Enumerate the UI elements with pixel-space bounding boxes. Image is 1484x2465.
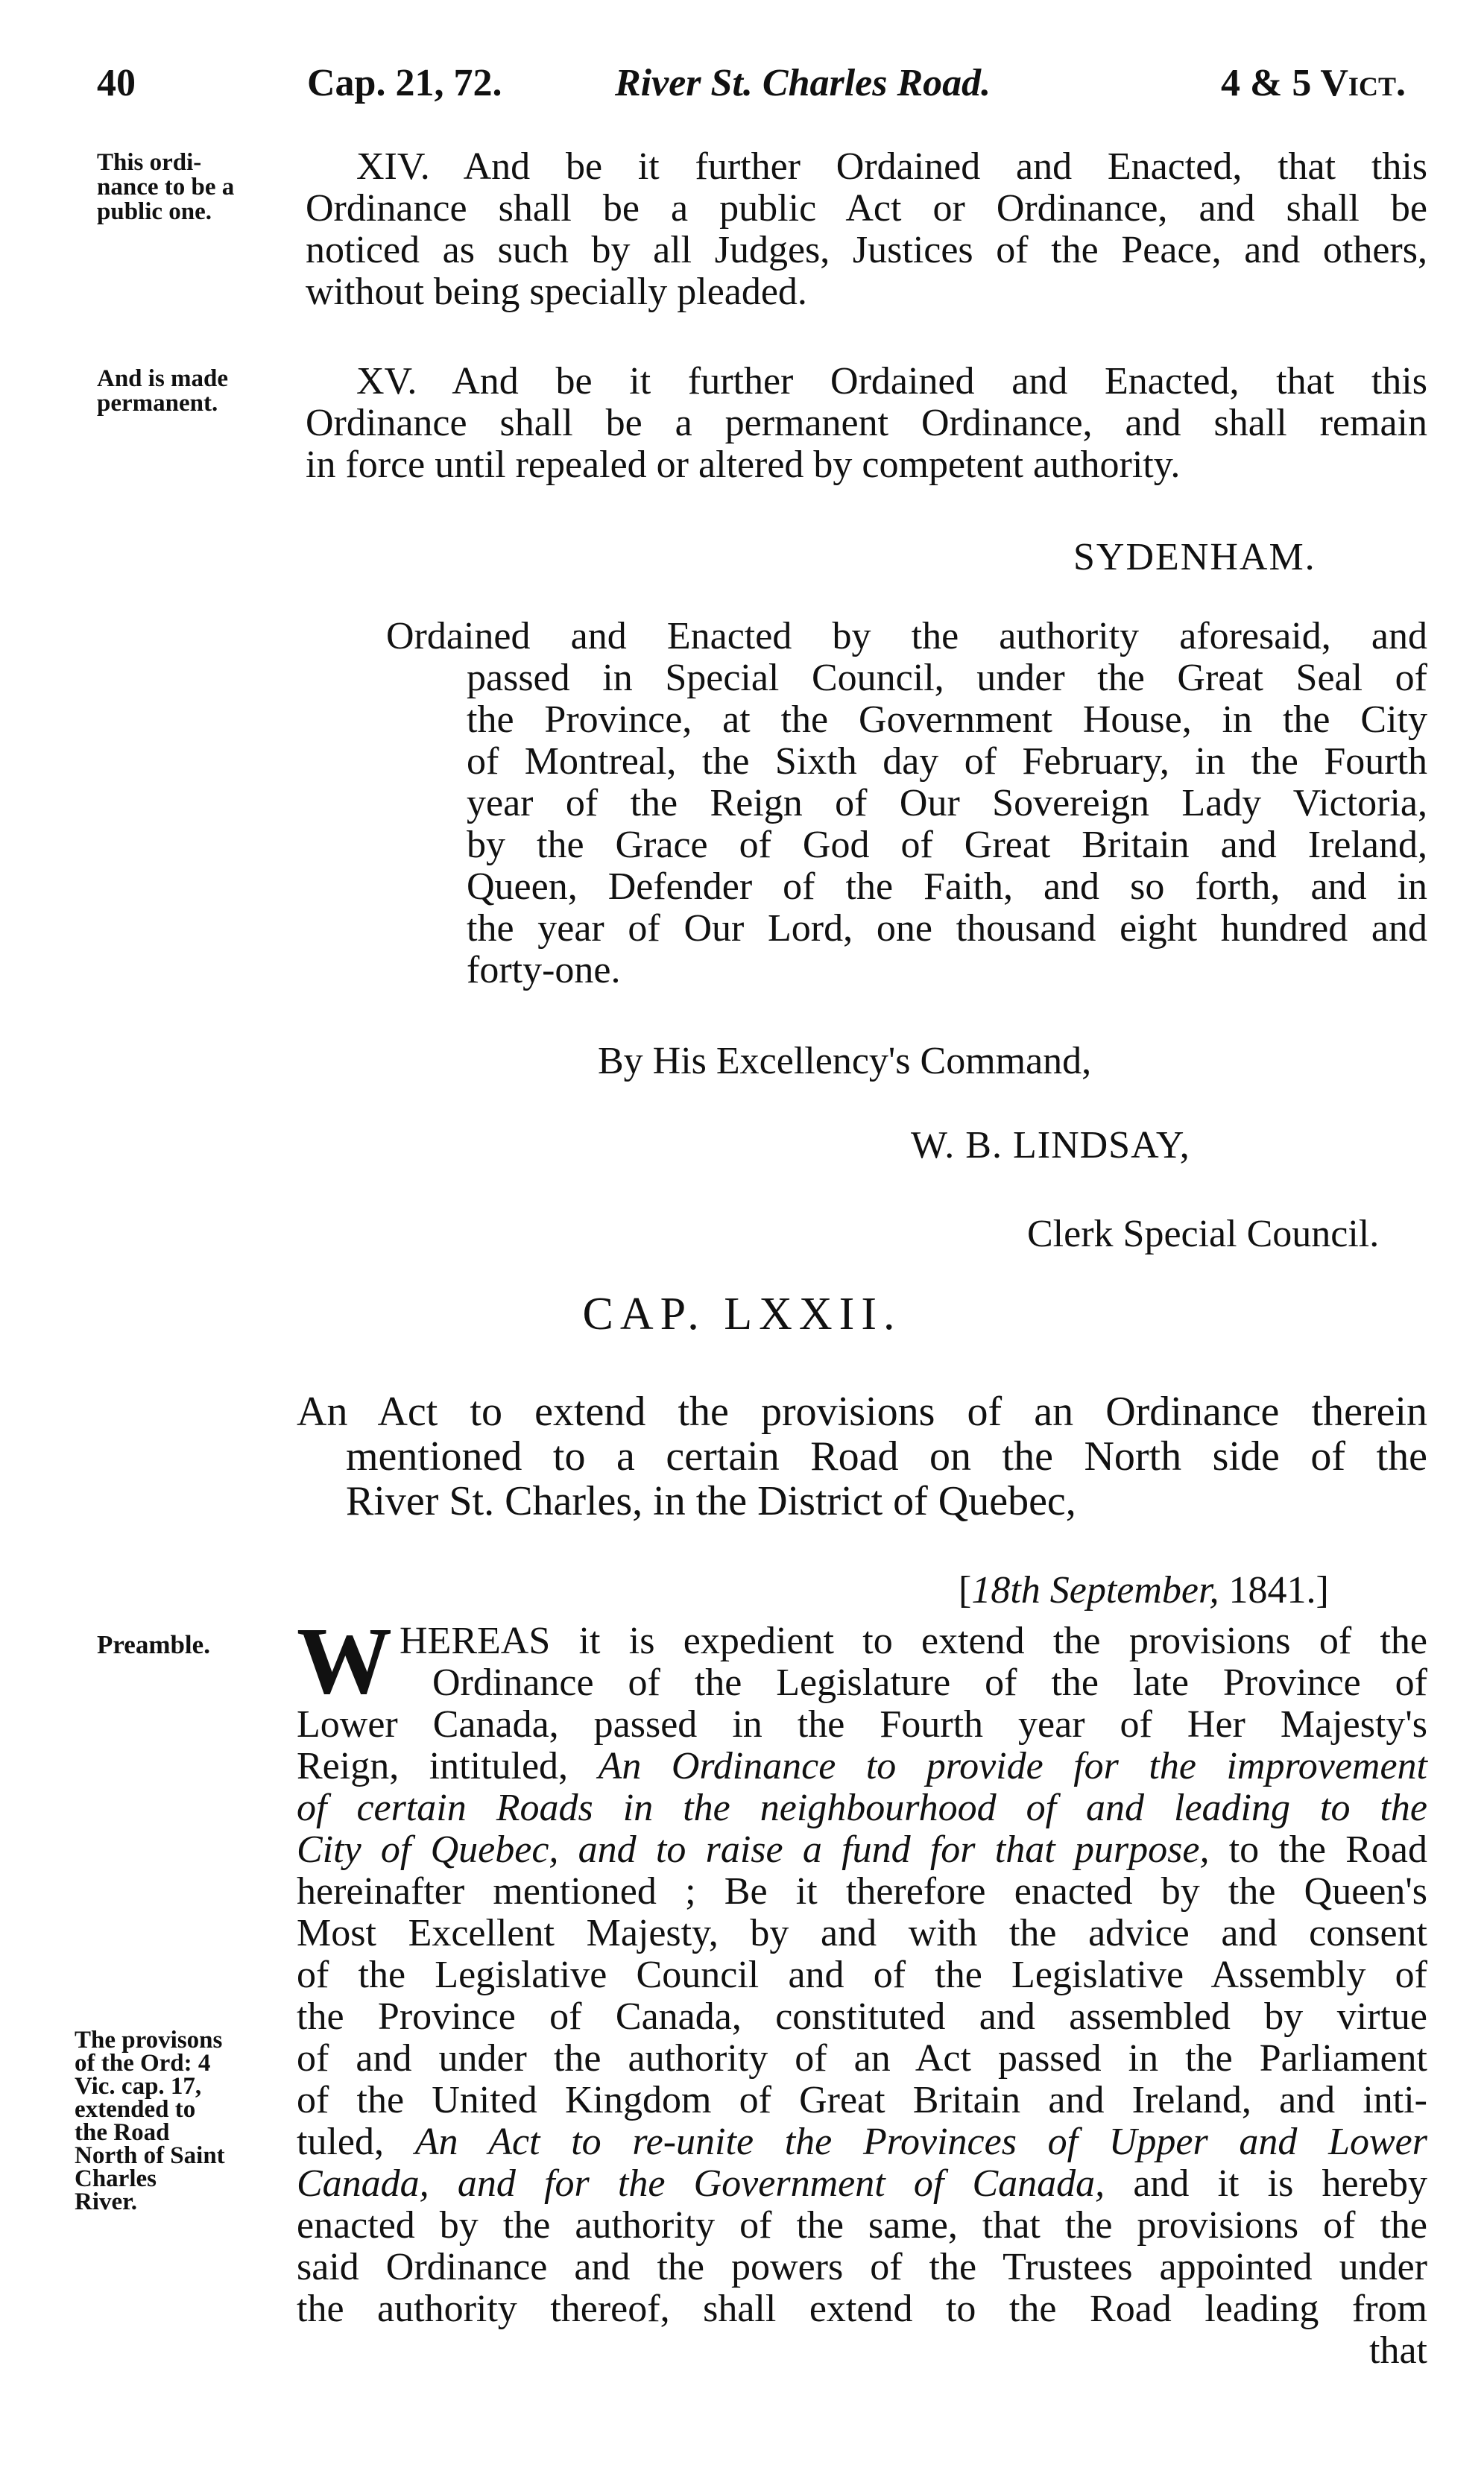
margin-note-line: North of Saint [75, 2142, 225, 2169]
preamble-line: said Ordinance and the powers of the Trustees appointed under [297, 2246, 1427, 2288]
chapter-reference: Cap. 21, 72. [307, 62, 502, 104]
preamble-line [297, 1787, 1427, 1829]
act-title [297, 1389, 1427, 1524]
margin-note-line: permanent. [97, 390, 218, 417]
ordained-enacted-block [386, 616, 1427, 991]
preamble-line: HEREAS it is expedient to extend the provisions of the [400, 1620, 1427, 1662]
act-title-line: An Act to extend the provisions of an Ordinance therein [297, 1389, 1427, 1435]
margin-note-line: Charles [75, 2165, 157, 2192]
preamble-line: enacted by the authority of the same, that the provisions of the [297, 2204, 1427, 2247]
margin-note-permanent [97, 367, 228, 416]
ordained-line: the year of Our Lord, one thousand eight hundred and [467, 907, 1427, 950]
section-line: Ordinance shall be a permanent Ordinance, and shall remain [306, 402, 1427, 444]
preamble-line: of the United Kingdom of Great Britain and Ireland, and inti- [297, 2079, 1427, 2121]
margin-note-line: nance to be a [97, 174, 235, 201]
running-title: River St. Charles Road. [615, 62, 991, 104]
margin-note-provisions [75, 2029, 225, 2214]
act-title-line: mentioned to a certain Road on the North side of the [346, 1433, 1427, 1480]
act-title-line: River St. Charles, in the District of Quebec, [346, 1478, 1076, 1524]
ordinance-title: of certain Roads in the neighbourhood of and leading to the [297, 1787, 1427, 1829]
preamble-fragment: tuled, [297, 2121, 415, 2163]
ordained-line: passed in Special Council, under the Great Seal of [467, 657, 1427, 699]
preamble-fragment: and it is hereby [1105, 2162, 1427, 2205]
act-reference: Canada, and for the Government of Canada, [297, 2162, 1105, 2205]
preamble-line [297, 2121, 1427, 2163]
margin-note-preamble: Preamble. [97, 1630, 210, 1659]
section-line: noticed as such by all Judges, Justices of the Peace, and others, [306, 229, 1427, 271]
date-bracket: [ [959, 1569, 972, 1612]
section-line: Ordinance shall be a public Act or Ordinance, and shall be [306, 187, 1427, 230]
ordained-line: year of the Reign of Our Sovereign Lady Victoria, [467, 782, 1427, 824]
section-xiv [306, 146, 1427, 313]
ordained-line: forty-one. [467, 949, 621, 991]
command-line: By His Excellency's Command, [598, 1040, 1092, 1082]
margin-note-line: This ordi- [97, 149, 202, 176]
preamble-line [297, 2163, 1427, 2205]
margin-note-public-one [97, 151, 234, 224]
date-year: 1841.] [1219, 1569, 1329, 1612]
preamble-line: Lower Canada, passed in the Fourth year of Her Majesty's [297, 1703, 1427, 1746]
preamble-line [297, 1829, 1427, 1871]
section-line: without being specially pleaded. [306, 271, 807, 313]
section-line: in force until repealed or altered by competent authority. [306, 444, 1181, 486]
preamble-line: the Province of Canada, constituted and assembled by virtue [297, 1995, 1427, 2038]
margin-note-line: The provisons [75, 2027, 223, 2054]
ordinance-title: City of Quebec, and to raise a fund for that purpose, [297, 1828, 1210, 1871]
chapter-heading: CAP. LXXII. [582, 1289, 902, 1339]
date-day-month: 18th September, [971, 1569, 1219, 1612]
regnal-year: 4 & 5 Vict. [1221, 62, 1406, 104]
margin-note-line: public one. [97, 198, 212, 225]
clerk-office: Clerk Special Council. [1027, 1213, 1380, 1255]
preamble-line: Most Excellent Majesty, by and with the advice and consent [297, 1912, 1427, 1954]
ordained-line: the Province, at the Government House, in the City [467, 698, 1427, 741]
preamble-fragment: Reign, intituled, [297, 1745, 599, 1787]
page-number: 40 [97, 62, 136, 104]
ordinance-title: An Ordinance to provide for the improvement [598, 1745, 1427, 1787]
catchword: that [1369, 2329, 1427, 2372]
section-xv [306, 361, 1427, 486]
preamble-fragment: to the Road [1209, 1828, 1427, 1871]
preamble-line: hereinafter mentioned ; Be it therefore enacted by the Queen's [297, 1870, 1427, 1913]
ordained-line: by the Grace of God of Great Britain and Ireland, [467, 824, 1427, 866]
margin-note-line: And is made [97, 365, 229, 392]
clerk-name: W. B. LINDSAY, [911, 1124, 1190, 1167]
margin-note-line: River. [75, 2188, 138, 2215]
preamble-line [297, 1746, 1427, 1787]
preamble-line: of the Legislative Council and of the Legislative Assembly of [297, 1954, 1427, 1996]
preamble-text [297, 1608, 1427, 2372]
act-date [959, 1568, 1329, 1612]
margin-note-line: of the Ord: 4 [75, 2050, 211, 2077]
section-line: XV. And be it further Ordained and Enacted, that this [356, 360, 1427, 403]
act-reference: An Act to re-unite the Provinces of Upper and Lower [414, 2121, 1427, 2163]
ordained-line: Ordained and Enacted by the authority aforesaid, and [386, 615, 1427, 657]
preamble-line: the authority thereof, shall extend to the Road leading from [297, 2288, 1427, 2330]
section-line: XIV. And be it further Ordained and Enacted, that this [356, 145, 1427, 188]
ordained-line: of Montreal, the Sixth day of February, in the Fourth [467, 740, 1427, 783]
signature-sydenham: SYDENHAM. [1073, 536, 1316, 578]
preamble-line: of and under the authority of an Act passed in the Parliament [297, 2037, 1427, 2080]
ordained-line: Queen, Defender of the Faith, and so forth, and in [467, 865, 1427, 908]
drop-cap: W [297, 1608, 392, 1714]
margin-note-line: the Road [75, 2119, 170, 2146]
preamble-line: Ordinance of the Legislature of the late Province of [432, 1661, 1427, 1704]
margin-note-line: Vic. cap. 17, [75, 2073, 202, 2100]
margin-note-line: extended to [75, 2096, 196, 2123]
